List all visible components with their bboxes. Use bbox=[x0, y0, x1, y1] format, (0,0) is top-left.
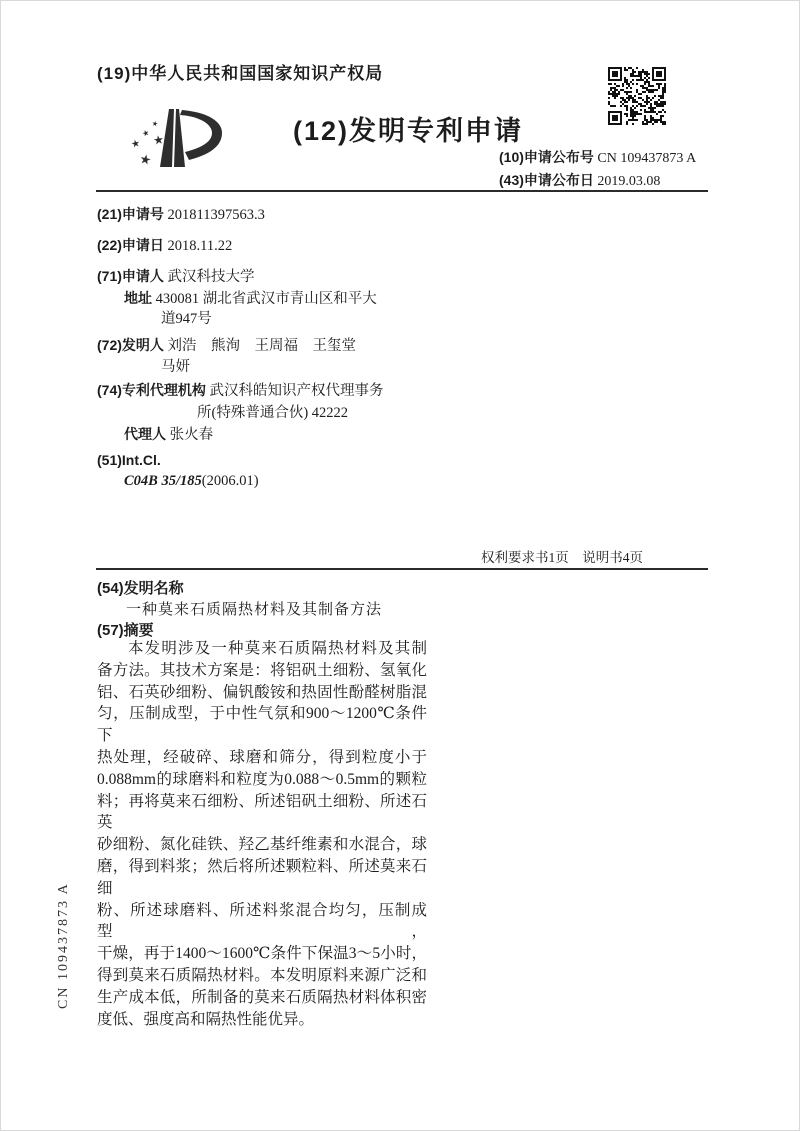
address-label: 地址 bbox=[124, 290, 152, 306]
ipc-row bbox=[97, 452, 161, 470]
application-date-row bbox=[97, 235, 232, 255]
ipc-code: C04B 35/185 bbox=[124, 473, 202, 489]
abstract-line: 生产成本低，所制备的莫来石质隔热材料体积密 bbox=[97, 988, 427, 1006]
application-number-label: (21)申请号 bbox=[97, 206, 164, 222]
inventors-line2: 马妍 bbox=[161, 359, 190, 375]
inventors-label: (72)发明人 bbox=[97, 337, 164, 353]
abstract-line: 得到莫来石质隔热材料。本发明原料来源广泛和 bbox=[97, 966, 427, 984]
publication-number-row bbox=[499, 147, 696, 167]
abstract-line: 铝、石英砂细粉、偏钒酸铵和热固性酚醛树脂混 bbox=[97, 683, 427, 701]
header-divider bbox=[96, 190, 708, 192]
ipc-code-row bbox=[124, 473, 259, 490]
abstract-line: 0.088mm的球磨料和粒度为0.088～0.5mm的颗粒 bbox=[97, 770, 427, 788]
abstract-line: 匀，压制成型，于中性气氛和900～1200℃条件下 bbox=[97, 705, 427, 745]
document-type-title: (12)发明专利申请 bbox=[293, 116, 524, 146]
agent-value: 张火春 bbox=[169, 427, 214, 443]
svg-text:★: ★ bbox=[151, 119, 159, 129]
content-divider bbox=[96, 568, 708, 570]
patent-office-name: (19)中华人民共和国国家知识产权局 bbox=[97, 64, 384, 83]
agency-line1: 武汉科皓知识产权代理事务 bbox=[209, 383, 384, 399]
publication-date-value: 2019.03.08 bbox=[597, 174, 661, 189]
applicant-label: (71)申请人 bbox=[97, 268, 164, 284]
abstract-text bbox=[97, 638, 427, 1030]
abstract-line: 砂细粉、氮化硅铁、羟乙基纤维素和水混合，球 bbox=[97, 836, 427, 854]
inventors-row-2 bbox=[161, 355, 190, 376]
abstract-line: 度低、强度高和隔热性能优异。 bbox=[97, 1010, 315, 1028]
publication-number-label: (10)申请公布号 bbox=[499, 149, 594, 165]
agent-label: 代理人 bbox=[124, 426, 166, 442]
svg-text:★: ★ bbox=[130, 138, 142, 151]
abstract-line: 本发明涉及一种莫来石质隔热材料及其制 bbox=[128, 640, 427, 657]
applicant-address-row bbox=[124, 287, 377, 308]
logo-crescent bbox=[180, 110, 222, 160]
side-publication-code: CN 109437873 A bbox=[56, 882, 71, 1009]
logo-stars bbox=[130, 120, 165, 169]
invention-title-label: (54)发明名称 bbox=[97, 580, 184, 597]
application-number-row bbox=[97, 204, 265, 224]
abstract-line: 备方法。其技术方案是：将铝矾土细粉、氢氧化 bbox=[97, 661, 427, 679]
application-number-value: 201811397563.3 bbox=[167, 207, 265, 223]
svg-text:★: ★ bbox=[152, 132, 165, 148]
abstract-line: 热处理，经破碎、球磨和筛分，得到粒度小于 bbox=[97, 748, 427, 766]
agency-row bbox=[97, 379, 384, 400]
applicant-row bbox=[97, 265, 255, 286]
logo-tower-right bbox=[174, 109, 185, 167]
agency-line2: 所(特殊普通合伙) 42222 bbox=[197, 405, 349, 421]
svg-text:★: ★ bbox=[140, 127, 151, 139]
cnipa-logo-icon bbox=[129, 107, 229, 171]
inventors-row bbox=[97, 334, 356, 355]
abstract-line: 干燥，再于1400～1600℃条件下保温3～5小时， bbox=[97, 945, 427, 963]
applicant-address-row-2 bbox=[161, 307, 212, 328]
application-date-label: (22)申请日 bbox=[97, 237, 164, 253]
abstract-label: (57)摘要 bbox=[97, 622, 154, 639]
inventors-line1: 刘浩 熊洵 王周福 王玺堂 bbox=[167, 338, 357, 354]
publication-number-value: CN 109437873 A bbox=[597, 151, 697, 166]
application-date-value: 2018.11.22 bbox=[167, 238, 233, 254]
address-line1: 430081 湖北省武汉市青山区和平大 bbox=[155, 291, 377, 307]
ipc-version: (2006.01) bbox=[201, 473, 259, 489]
pages-note: 权利要求书1页 说明书4页 bbox=[481, 550, 643, 565]
applicant-value: 武汉科技大学 bbox=[167, 269, 255, 285]
qr-code-image bbox=[608, 67, 666, 125]
ipc-label: (51)Int.Cl. bbox=[97, 452, 161, 468]
publication-date-row bbox=[499, 170, 660, 190]
abstract-line: 粉、所述球磨料、所述料浆混合均匀，压制成型， bbox=[97, 901, 427, 941]
abstract-line: 料；再将莫来石细粉、所述铝矾土细粉、所述石英 bbox=[97, 792, 427, 832]
agency-label: (74)专利代理机构 bbox=[97, 382, 206, 398]
publication-date-label: (43)申请公布日 bbox=[499, 172, 594, 188]
agency-row-2 bbox=[197, 401, 348, 422]
agent-row bbox=[124, 423, 213, 444]
svg-text:★: ★ bbox=[138, 151, 153, 169]
address-line2: 道947号 bbox=[161, 311, 212, 327]
abstract-line: 磨，得到料浆；然后将所述颗粒料、所述莫来石细 bbox=[97, 857, 427, 897]
invention-title: 一种莫来石质隔热材料及其制备方法 bbox=[126, 602, 383, 618]
